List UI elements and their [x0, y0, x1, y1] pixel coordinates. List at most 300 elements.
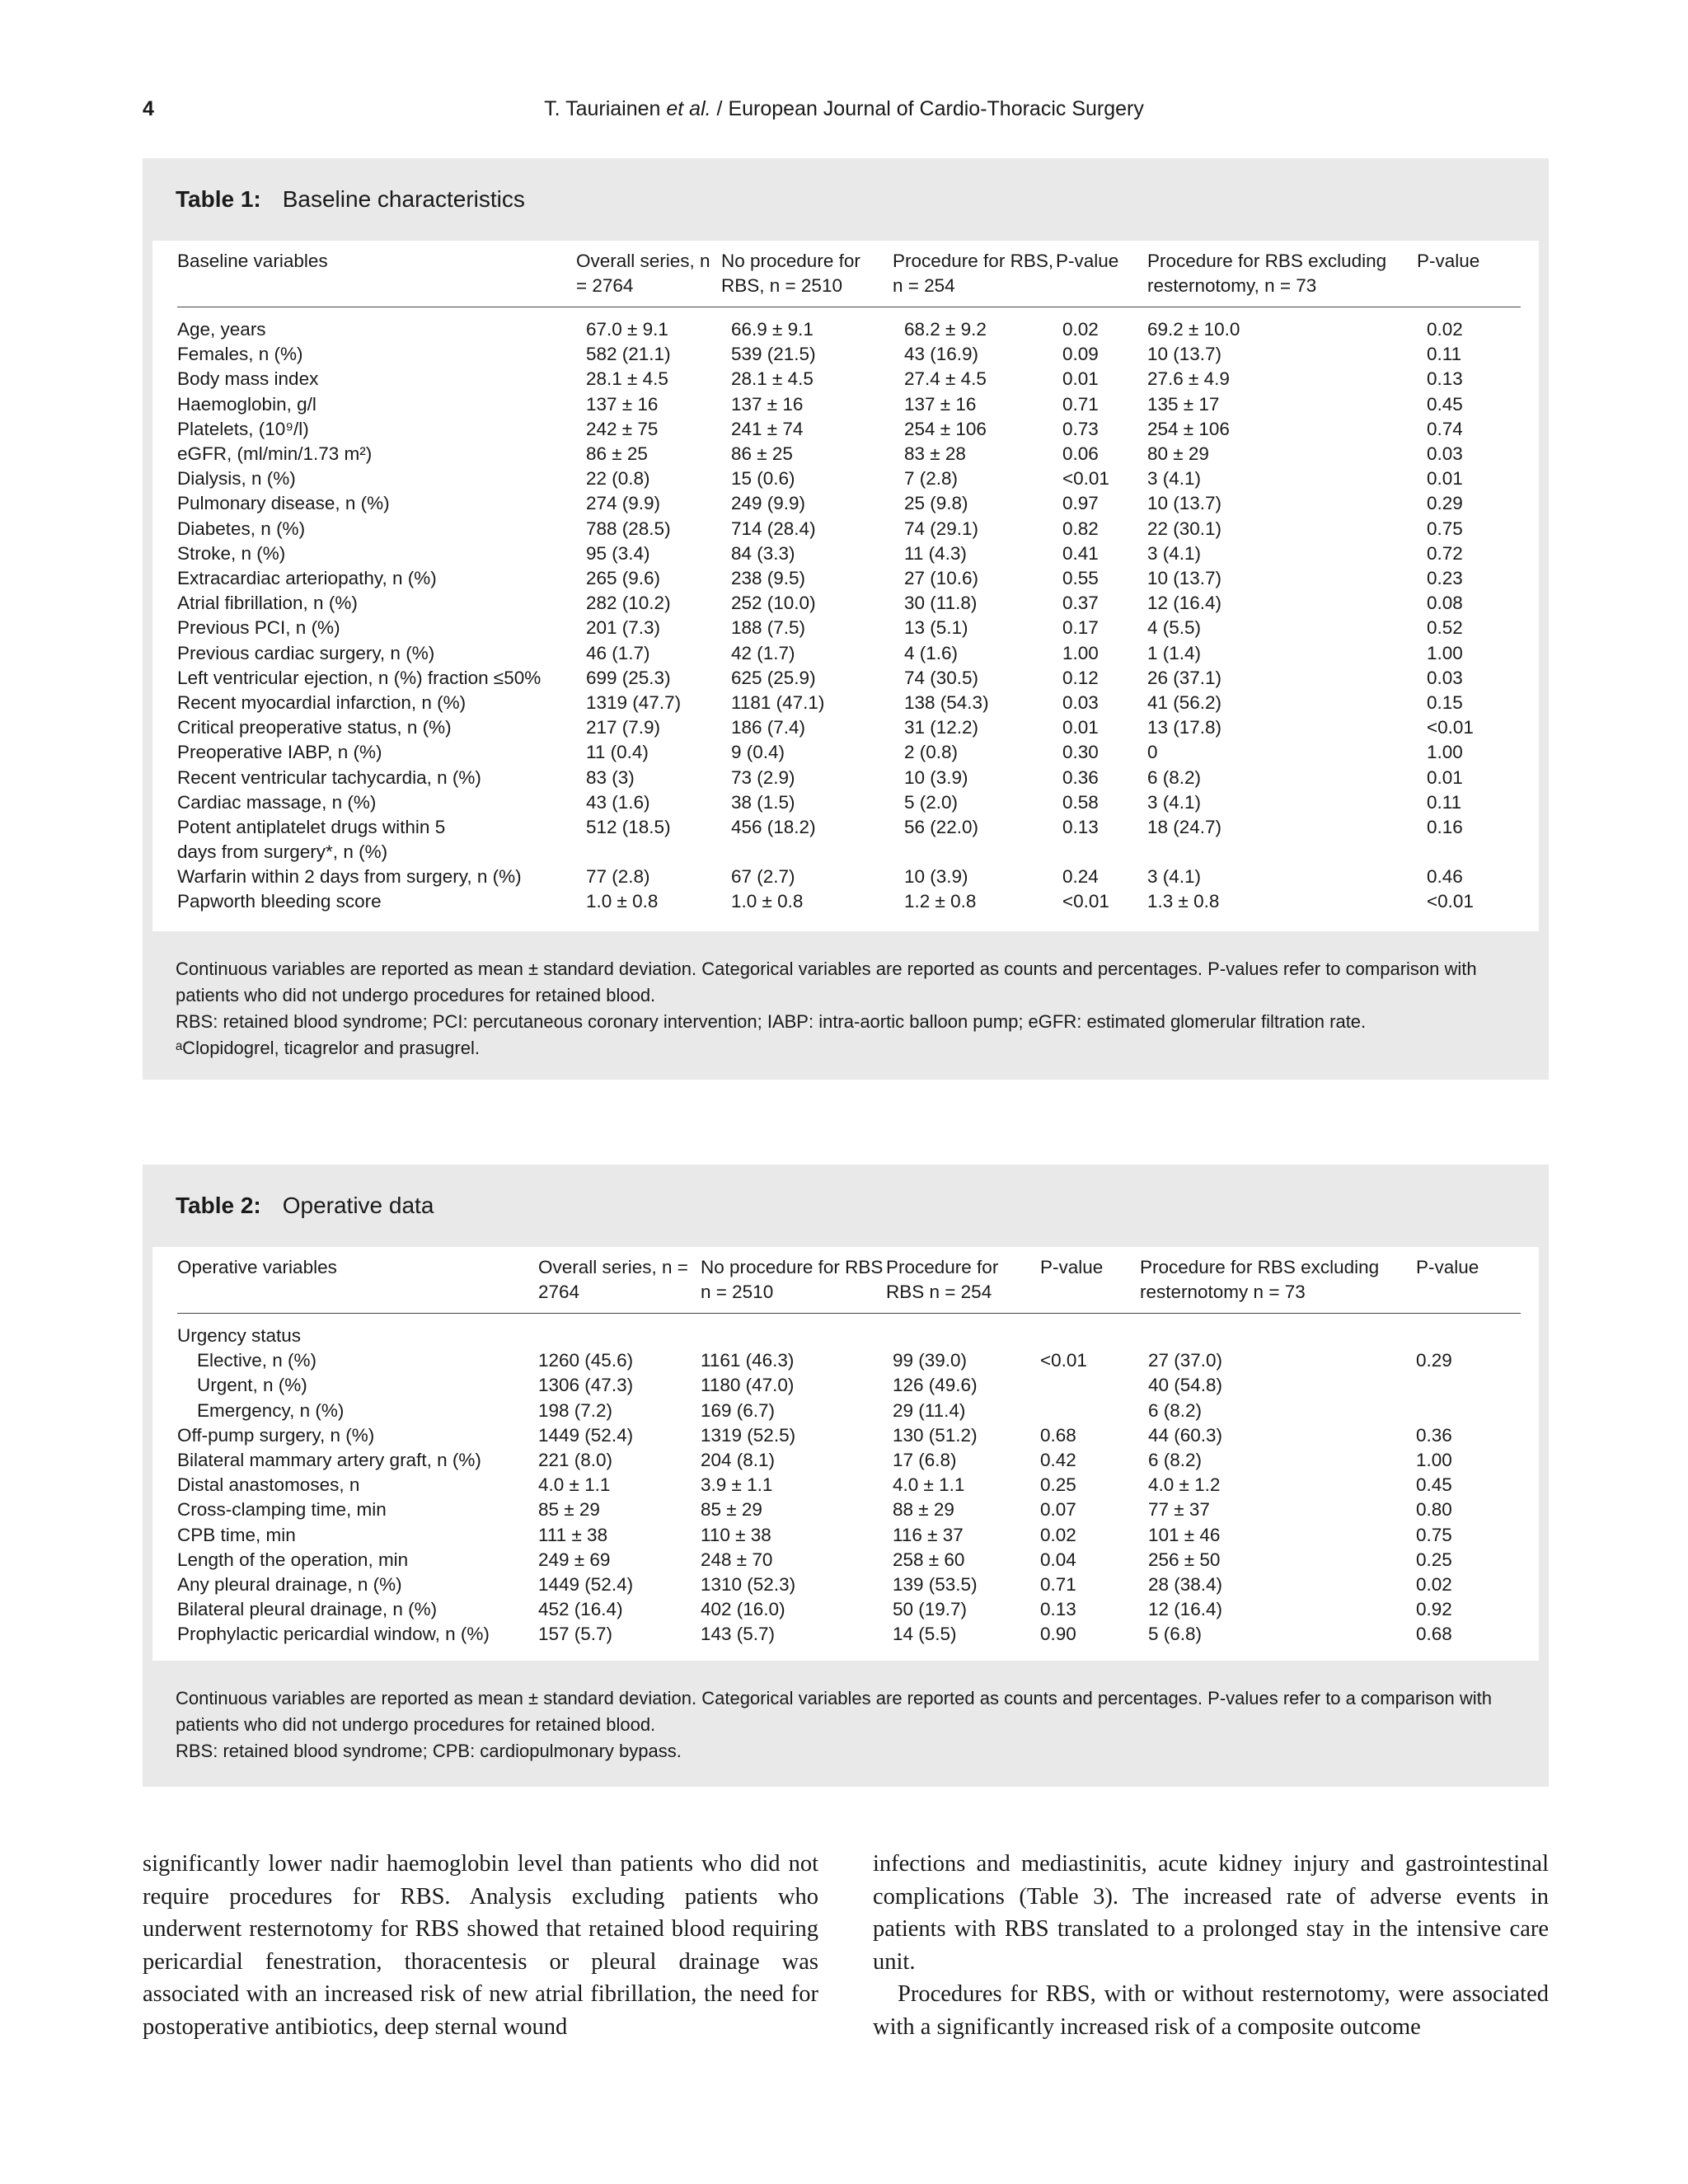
- table-row: [177, 641, 1521, 666]
- table-cell: 10 (3.9): [904, 766, 968, 788]
- table-cell: 85 ± 29: [701, 1499, 762, 1521]
- table-cell: 0.08: [1427, 593, 1463, 614]
- table-cell: 0.02: [1062, 319, 1099, 340]
- table-cell: 4.0 ± 1.1: [893, 1474, 965, 1496]
- table-cell: 83 (3): [586, 766, 635, 788]
- table1-body: [152, 241, 1539, 931]
- table2-footnotes: [176, 1685, 1519, 1765]
- table-cell: 2 (0.8): [904, 742, 959, 763]
- table-cell: 17 (6.8): [893, 1450, 957, 1471]
- table-cell: [1040, 1373, 1140, 1398]
- table-cell: 452 (16.4): [538, 1599, 623, 1620]
- table2-caption: [176, 1193, 434, 1219]
- row-label: Cardiac massage, n (%): [177, 791, 377, 813]
- table-cell: 0.71: [1040, 1574, 1076, 1596]
- table-cell: 0.06: [1062, 443, 1099, 465]
- table-row: [177, 1423, 1521, 1448]
- table-cell: 0.13: [1040, 1599, 1076, 1620]
- table-row: [177, 491, 1521, 516]
- table-cell: 5 (6.8): [1148, 1624, 1203, 1645]
- column-header: P-value: [1417, 249, 1521, 307]
- table1-footnotes: [176, 956, 1519, 1062]
- table-cell: 157 (5.7): [538, 1624, 613, 1645]
- table-cell: 241 ± 74: [731, 418, 804, 439]
- table-cell: 0.03: [1427, 667, 1463, 688]
- table-cell: 265 (9.6): [586, 568, 661, 589]
- table-cell: 11 (0.4): [586, 742, 649, 763]
- table-cell: 13 (17.8): [1147, 717, 1222, 738]
- author-name: T. Tauriainen: [544, 97, 661, 120]
- table-cell: 1.00: [1427, 742, 1463, 763]
- table-cell: [1416, 1314, 1521, 1349]
- table-row: [177, 1523, 1521, 1548]
- table-row: [177, 591, 1521, 616]
- table-cell: 204 (8.1): [701, 1450, 776, 1471]
- table-cell: 28 (38.4): [1148, 1574, 1223, 1596]
- table-cell: 249 (9.9): [731, 493, 806, 514]
- table-row: [177, 392, 1521, 417]
- table-cell: 0.01: [1427, 766, 1463, 788]
- table-cell: 0.37: [1062, 593, 1099, 614]
- table-cell: 41 (56.2): [1147, 692, 1222, 714]
- table-cell: 27.6 ± 4.9: [1147, 368, 1230, 390]
- table-row: [177, 666, 1521, 691]
- table-cell: 0.17: [1062, 617, 1099, 639]
- row-label: Recent myocardial infarction, n (%): [177, 692, 467, 714]
- table-cell: 0.36: [1062, 766, 1099, 788]
- table-row: [177, 740, 1521, 765]
- column-header: Procedure for RBS excluding resternotomy n = 73: [1140, 1255, 1416, 1314]
- body-paragraph: significantly lower nadir haemoglobin level than patients who did not require procedures for RBS. Analysis excluding patients who underwent resternotomy for RBS showed that retained blood requiring pericardial fenestration, thoracentesis or pleural drainage was associated with an increased risk of new atrial fibrillation, the need for postoperative antibiotics, deep sternal wound: [143, 1851, 818, 2040]
- table-cell: 67.0 ± 9.1: [586, 319, 668, 340]
- table-cell: 0.04: [1040, 1549, 1076, 1570]
- table-cell: 0.58: [1062, 791, 1099, 813]
- table-cell: 0.15: [1427, 692, 1463, 714]
- table-row: [177, 1473, 1521, 1497]
- table-cell: 242 ± 75: [586, 418, 659, 439]
- table-cell: 83 ± 28: [904, 443, 966, 465]
- row-label: Urgent, n (%): [197, 1375, 307, 1396]
- row-label: Recent ventricular tachycardia, n (%): [177, 766, 481, 788]
- table-cell: 254 ± 106: [1147, 418, 1230, 439]
- table-cell: 130 (51.2): [893, 1424, 978, 1446]
- table-cell: 27.4 ± 4.5: [904, 368, 987, 390]
- body-column-right: [873, 1848, 1549, 2043]
- table-cell: 0.03: [1427, 443, 1463, 465]
- table-cell: 111 ± 38: [538, 1524, 608, 1545]
- table-cell: 77 (2.8): [586, 866, 650, 888]
- table-cell: 0.29: [1416, 1350, 1452, 1371]
- table-cell: 0.09: [1062, 344, 1099, 365]
- table-cell: 95 (3.4): [586, 542, 650, 564]
- row-label: Papworth bleeding score: [177, 891, 382, 912]
- table-row: [177, 790, 1521, 815]
- table-cell: 1449 (52.4): [538, 1424, 634, 1446]
- table-cell: 13 (5.1): [904, 617, 968, 639]
- table-cell: 126 (49.6): [893, 1375, 978, 1396]
- table-cell: 0.23: [1427, 568, 1463, 589]
- table-cell: 0.68: [1040, 1424, 1076, 1446]
- table-cell: <0.01: [1062, 468, 1109, 490]
- table-cell: 0.45: [1416, 1474, 1452, 1496]
- table-cell: 12 (16.4): [1147, 593, 1222, 614]
- table-cell: 0.29: [1427, 493, 1463, 514]
- table-cell: 1.00: [1427, 642, 1463, 663]
- table-cell: 274 (9.9): [586, 493, 661, 514]
- table-cell: 582 (21.1): [586, 344, 671, 365]
- table-cell: 1310 (52.3): [701, 1574, 796, 1596]
- table-cell: 10 (13.7): [1147, 493, 1222, 514]
- running-head: [0, 97, 1688, 130]
- table-cell: 1.00: [1062, 642, 1099, 663]
- table-row: [177, 566, 1521, 591]
- table-cell: 0.97: [1062, 493, 1099, 514]
- body-column-left: [143, 1848, 818, 2043]
- table-cell: 0.36: [1416, 1424, 1452, 1446]
- table-cell: 0.16: [1427, 817, 1463, 838]
- table-cell: 6 (8.2): [1148, 1450, 1203, 1471]
- table-cell: 0.01: [1062, 368, 1099, 390]
- table-cell: 27 (10.6): [904, 568, 979, 589]
- table2-title: Operative data: [282, 1193, 434, 1218]
- table-cell: 3 (4.1): [1147, 791, 1202, 813]
- table-cell: 252 (10.0): [731, 593, 816, 614]
- table-cell: 110 ± 38: [701, 1524, 771, 1545]
- table-cell: 137 ± 16: [904, 393, 977, 415]
- row-label: Emergency, n (%): [197, 1399, 345, 1421]
- table-cell: 27 (37.0): [1148, 1350, 1223, 1371]
- table-cell: 3 (4.1): [1147, 866, 1202, 888]
- table-cell: 22 (0.8): [586, 468, 650, 490]
- table-cell: 4.0 ± 1.1: [538, 1474, 611, 1496]
- table-cell: 0: [1147, 742, 1158, 763]
- table-cell: <0.01: [1427, 891, 1474, 912]
- table-cell: 788 (28.5): [586, 518, 671, 539]
- table-cell: 68.2 ± 9.2: [904, 319, 987, 340]
- column-header: No procedure for RBS n = 2510: [701, 1255, 886, 1314]
- table-cell: 1.00: [1416, 1450, 1452, 1471]
- column-header: P-value: [1040, 1255, 1140, 1314]
- table-cell: 254 ± 106: [904, 418, 987, 439]
- column-header: Baseline variables: [177, 249, 576, 307]
- column-header: Operative variables: [177, 1255, 538, 1314]
- table-cell: 0.55: [1062, 568, 1099, 589]
- table-cell: 3 (4.1): [1147, 468, 1202, 490]
- table-cell: 0.03: [1062, 692, 1099, 714]
- table-cell: 0.25: [1416, 1549, 1452, 1570]
- row-label: Females, n (%): [177, 344, 303, 365]
- table-cell: 0.73: [1062, 418, 1099, 439]
- table-cell: 0.02: [1416, 1574, 1452, 1596]
- table-cell: 86 ± 25: [731, 443, 793, 465]
- table-cell: 402 (16.0): [701, 1599, 785, 1620]
- row-label: CPB time, min: [177, 1524, 296, 1545]
- table-cell: 0.02: [1040, 1524, 1076, 1545]
- body-paragraph: Procedures for RBS, with or without resternotomy, were associated with a significantly increased risk of a composite outcome: [873, 1981, 1549, 2040]
- table-cell: 1319 (47.7): [586, 692, 682, 714]
- table-cell: 116 ± 37: [893, 1524, 964, 1545]
- table-cell: <0.01: [1040, 1350, 1087, 1371]
- body-paragraph: infections and mediastinitis, acute kidney injury and gastrointestinal complications (Table 3). The increased rate of adverse events in patients with RBS translated to a prolonged stay in the intensive care unit.: [873, 1851, 1549, 1975]
- table-cell: 256 ± 50: [1148, 1549, 1221, 1570]
- row-label: Haemoglobin, g/l: [177, 393, 316, 415]
- table-cell: 0.24: [1062, 866, 1099, 888]
- row-label: Pulmonary disease, n (%): [177, 493, 390, 514]
- table-row: [177, 1373, 1521, 1398]
- table2-box: [143, 1165, 1549, 1787]
- table1-footnote: Continuous variables are reported as mean ± standard deviation. Categorical variables are reported as counts and percentages. P-values refer to comparison with patients who did not undergo procedures for retained blood.: [176, 958, 1477, 1005]
- table-cell: [1040, 1314, 1140, 1349]
- row-label: Cross-clamping time, min: [177, 1499, 387, 1521]
- operative-table: [177, 1255, 1521, 1647]
- table-cell: 12 (16.4): [1148, 1599, 1223, 1620]
- table-cell: 0.02: [1427, 319, 1463, 340]
- row-label: Warfarin within 2 days from surgery, n (%): [177, 866, 522, 888]
- table-cell: 10 (3.9): [904, 866, 968, 888]
- table-cell: 143 (5.7): [701, 1624, 776, 1645]
- table-row: [177, 1548, 1521, 1572]
- table-cell: 77 ± 37: [1148, 1499, 1210, 1521]
- table-cell: 188 (7.5): [731, 617, 806, 639]
- table-cell: 0.71: [1062, 393, 1099, 415]
- table-row: [177, 466, 1521, 491]
- table-cell: 0.82: [1062, 518, 1099, 539]
- table1-title: Baseline characteristics: [282, 186, 525, 212]
- table-row: [177, 889, 1521, 914]
- table-row: [177, 1314, 1521, 1349]
- table-cell: 0.25: [1040, 1474, 1076, 1496]
- table-cell: 88 ± 29: [893, 1499, 954, 1521]
- row-label: Bilateral mammary artery graft, n (%): [177, 1450, 481, 1471]
- table-cell: 699 (25.3): [586, 667, 671, 688]
- table-cell: 1449 (52.4): [538, 1574, 634, 1596]
- table-row: [177, 766, 1521, 790]
- table-cell: 99 (39.0): [893, 1350, 968, 1371]
- table-cell: 26 (37.1): [1147, 667, 1222, 688]
- row-label: Off-pump surgery, n (%): [177, 1424, 375, 1446]
- row-label: Previous PCI, n (%): [177, 617, 340, 639]
- table-row: [177, 342, 1521, 367]
- table-cell: 7 (2.8): [904, 468, 959, 490]
- table-cell: 3.9 ± 1.1: [701, 1474, 773, 1496]
- table-cell: 28.1 ± 4.5: [586, 368, 668, 390]
- row-label: Critical preoperative status, n (%): [177, 717, 452, 738]
- row-label: Atrial fibrillation, n (%): [177, 593, 358, 614]
- column-header: Procedure for RBS, n = 254: [893, 249, 1056, 307]
- table-cell: [538, 1314, 701, 1349]
- table-cell: 3 (4.1): [1147, 542, 1202, 564]
- table-cell: 1 (1.4): [1147, 642, 1202, 663]
- table2-label: Table 2:: [176, 1193, 261, 1218]
- row-label: Diabetes, n (%): [177, 518, 306, 539]
- row-label: Elective, n (%): [197, 1350, 317, 1371]
- row-label: eGFR, (ml/min/1.73 m²): [177, 443, 373, 465]
- table-row: [177, 715, 1521, 740]
- column-header: P-value: [1056, 249, 1147, 307]
- table-cell: 101 ± 46: [1148, 1524, 1221, 1545]
- table-row: [177, 1622, 1521, 1647]
- column-header: No procedure for RBS, n = 2510: [721, 249, 893, 307]
- table-cell: 56 (22.0): [904, 817, 979, 838]
- table-cell: 50 (19.7): [893, 1599, 968, 1620]
- table-cell: 44 (60.3): [1148, 1424, 1223, 1446]
- table-cell: 29 (11.4): [893, 1399, 966, 1421]
- row-label: Left ventricular ejection, n (%) fraction ≤50%: [177, 667, 542, 688]
- table-cell: 25 (9.8): [904, 493, 968, 514]
- table-cell: 0.74: [1427, 418, 1463, 439]
- table-cell: 282 (10.2): [586, 593, 671, 614]
- row-label: Body mass index: [177, 368, 319, 390]
- table-cell: 1306 (47.3): [538, 1375, 634, 1396]
- table-row: [177, 1597, 1521, 1622]
- table-cell: 6 (8.2): [1147, 766, 1202, 788]
- table-cell: 6 (8.2): [1148, 1399, 1203, 1421]
- table-cell: 1.3 ± 0.8: [1147, 891, 1220, 912]
- table-cell: 67 (2.7): [731, 866, 795, 888]
- table-cell: 0.30: [1062, 742, 1099, 763]
- table-cell: 84 (3.3): [731, 542, 795, 564]
- table-cell: 1319 (52.5): [701, 1424, 796, 1446]
- table-cell: 38 (1.5): [731, 791, 795, 813]
- table-cell: 5 (2.0): [904, 791, 959, 813]
- table-cell: 1161 (46.3): [701, 1350, 795, 1371]
- table-cell: 456 (18.2): [731, 817, 816, 838]
- table-cell: 74 (29.1): [904, 518, 979, 539]
- table-cell: 169 (6.7): [701, 1399, 776, 1421]
- table-row: [177, 865, 1521, 889]
- column-header: Overall series, n = 2764: [538, 1255, 701, 1314]
- table-cell: 66.9 ± 9.1: [731, 319, 814, 340]
- table-cell: 0.72: [1427, 542, 1463, 564]
- table-cell: 0.45: [1427, 393, 1463, 415]
- table-cell: 1.0 ± 0.8: [586, 891, 659, 912]
- table-row: [177, 417, 1521, 442]
- table-cell: 186 (7.4): [731, 717, 806, 738]
- table-cell: 4 (1.6): [904, 642, 959, 663]
- table-cell: 1260 (45.6): [538, 1350, 634, 1371]
- table-cell: 0.01: [1062, 717, 1099, 738]
- table-row: [177, 815, 1521, 865]
- column-header: Procedure for RBS n = 254: [886, 1255, 1040, 1314]
- table-cell: [1140, 1314, 1416, 1349]
- table-cell: 14 (5.5): [893, 1624, 957, 1645]
- table-cell: 0.41: [1062, 542, 1099, 564]
- baseline-table: [177, 249, 1521, 914]
- row-label: Distal anastomoses, n: [177, 1474, 360, 1496]
- table1-caption: [176, 186, 525, 213]
- table-cell: 86 ± 25: [586, 443, 648, 465]
- row-label: Preoperative IABP, n (%): [177, 742, 382, 763]
- table-row: [177, 367, 1521, 391]
- table-cell: <0.01: [1427, 717, 1474, 738]
- table-cell: 22 (30.1): [1147, 518, 1222, 539]
- table1-box: [143, 158, 1549, 1080]
- table-row: [177, 541, 1521, 566]
- table-cell: [886, 1314, 1040, 1349]
- table-cell: 0.68: [1416, 1624, 1452, 1645]
- row-label: Prophylactic pericardial window, n (%): [177, 1624, 490, 1645]
- table-cell: [1040, 1399, 1140, 1423]
- table-cell: 221 (8.0): [538, 1450, 613, 1471]
- table-cell: 137 ± 16: [731, 393, 804, 415]
- table-cell: 69.2 ± 10.0: [1147, 319, 1240, 340]
- row-label: Age, years: [177, 319, 266, 340]
- table-cell: 43 (1.6): [586, 791, 650, 813]
- table-row: [177, 1448, 1521, 1473]
- table-cell: 249 ± 69: [538, 1549, 611, 1570]
- table1-footnote: RBS: retained blood syndrome; PCI: percutaneous coronary intervention; IABP: intra-aortic balloon pump; eGFR: estimated glomerular filtration rate.: [176, 1011, 1367, 1032]
- table-row: [177, 1399, 1521, 1423]
- table-cell: 248 ± 70: [701, 1549, 773, 1570]
- row-label: Stroke, n (%): [177, 542, 286, 564]
- table-cell: 625 (25.9): [731, 667, 816, 688]
- table-cell: 42 (1.7): [731, 642, 795, 663]
- table-cell: 137 ± 16: [586, 393, 659, 415]
- table-cell: 30 (11.8): [904, 593, 978, 614]
- table-cell: 0.12: [1062, 667, 1099, 688]
- et-al: et al.: [666, 97, 711, 120]
- table-cell: 43 (16.9): [904, 344, 979, 365]
- table-cell: [1416, 1373, 1521, 1398]
- table-cell: 1.2 ± 0.8: [904, 891, 977, 912]
- row-label: Dialysis, n (%): [177, 468, 296, 490]
- table-cell: 80 ± 29: [1147, 443, 1209, 465]
- table-row: [177, 517, 1521, 541]
- table-cell: 0.46: [1427, 866, 1463, 888]
- table-cell: 0.75: [1416, 1524, 1452, 1545]
- table-cell: 4.0 ± 1.2: [1148, 1474, 1221, 1496]
- table-cell: 198 (7.2): [538, 1399, 613, 1421]
- table-cell: 1.0 ± 0.8: [731, 891, 804, 912]
- table1-label: Table 1:: [176, 186, 261, 212]
- table-cell: 258 ± 60: [893, 1549, 965, 1570]
- table-cell: 0.13: [1062, 817, 1099, 838]
- table-cell: [1416, 1399, 1521, 1423]
- journal-header: [0, 97, 1688, 121]
- table-cell: 0.07: [1040, 1499, 1076, 1521]
- table-cell: 138 (54.3): [904, 692, 989, 714]
- row-label: Any pleural drainage, n (%): [177, 1574, 402, 1596]
- table-row: [177, 442, 1521, 466]
- row-label: Length of the operation, min: [177, 1549, 409, 1570]
- table-cell: 0.01: [1427, 468, 1463, 490]
- table-cell: 15 (0.6): [731, 468, 795, 490]
- table-cell: 512 (18.5): [586, 817, 671, 838]
- table-cell: 10 (13.7): [1147, 568, 1222, 589]
- table-cell: [701, 1314, 886, 1349]
- row-label: Potent antiplatelet drugs within 5 days from surgery*, n (%): [177, 817, 446, 863]
- table1-footnote: ᵃClopidogrel, ticagrelor and prasugrel.: [176, 1038, 480, 1058]
- page-number: 4: [143, 97, 154, 120]
- table-cell: 0.75: [1427, 518, 1463, 539]
- row-label: Extracardiac arteriopathy, n (%): [177, 568, 437, 589]
- row-label: Urgency status: [177, 1325, 302, 1346]
- table-cell: 4 (5.5): [1147, 617, 1202, 639]
- table-cell: 1181 (47.1): [731, 692, 825, 714]
- table-cell: <0.01: [1062, 891, 1109, 912]
- table-cell: 0.42: [1040, 1450, 1076, 1471]
- table-cell: 139 (53.5): [893, 1574, 978, 1596]
- table-cell: 238 (9.5): [731, 568, 806, 589]
- table-cell: 28.1 ± 4.5: [731, 368, 814, 390]
- table-cell: 10 (13.7): [1147, 344, 1222, 365]
- table-cell: 539 (21.5): [731, 344, 816, 365]
- row-label: Bilateral pleural drainage, n (%): [177, 1599, 438, 1620]
- table-cell: 714 (28.4): [731, 518, 816, 539]
- table-cell: 217 (7.9): [586, 717, 661, 738]
- table-cell: 0.11: [1427, 344, 1462, 365]
- table-cell: 0.11: [1427, 791, 1462, 813]
